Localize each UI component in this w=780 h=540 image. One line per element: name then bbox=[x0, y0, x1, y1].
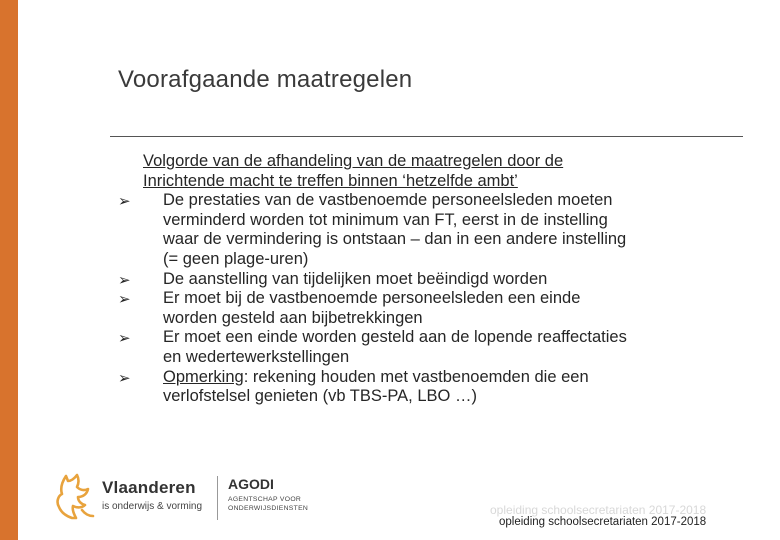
footer-shadow-text: opleiding schoolsecretariaten 2017-2018 bbox=[490, 503, 707, 517]
title-divider bbox=[110, 136, 743, 137]
arrow-bullet-icon: ➢ bbox=[118, 329, 131, 348]
bullet-item bbox=[115, 270, 740, 290]
slide-title: Voorafgaande maatregelen bbox=[118, 66, 413, 93]
bullet-item bbox=[115, 368, 740, 407]
arrow-bullet-icon: ➢ bbox=[118, 290, 131, 309]
bullet-line: worden gesteld aan bijbetrekkingen bbox=[163, 308, 423, 327]
bullet-item bbox=[115, 328, 740, 367]
bullet-line: Er moet een einde worden gesteld aan de lopende reaffectaties bbox=[163, 328, 627, 347]
vlaanderen-lion-icon bbox=[52, 472, 98, 522]
logo-divider bbox=[217, 476, 218, 520]
vlaanderen-wordmark: Vlaanderen bbox=[102, 478, 196, 497]
heading-line: Volgorde van de afhandeling van de maatregelen door de bbox=[143, 152, 564, 170]
vlaanderen-agodi-logo bbox=[52, 468, 322, 528]
bullet-line: verlofstelsel genieten (vb TBS-PA, LBO …) bbox=[163, 387, 477, 406]
agodi-subtitle bbox=[228, 495, 318, 513]
bullet-line: De aanstelling van tijdelijken moet beëindigd worden bbox=[163, 269, 548, 288]
slide-body bbox=[115, 152, 740, 407]
heading-line: Inrichtende macht te treffen binnen ‘hetzelfde ambt’ bbox=[143, 171, 518, 190]
remark-label: Opmerking bbox=[163, 367, 244, 386]
bullet-line: De prestaties van de vastbenoemde personeelsleden moeten bbox=[163, 191, 613, 210]
bullet-line: (= geen plage-uren) bbox=[163, 249, 309, 268]
agodi-subtitle-line: ONDERWIJSDIENSTEN bbox=[228, 505, 309, 512]
bullet-line: Er moet bij de vastbenoemde personeelsleden een einde bbox=[163, 289, 581, 308]
remark-text: : rekening houden met vastbenoemden die een bbox=[243, 367, 589, 386]
bullet-item bbox=[115, 289, 740, 328]
vlaanderen-subtitle: is onderwijs & vorming bbox=[102, 501, 203, 512]
arrow-bullet-icon: ➢ bbox=[118, 270, 131, 289]
arrow-bullet-icon: ➢ bbox=[118, 368, 131, 387]
bullet-item bbox=[115, 191, 740, 269]
sidebar-accent-bar bbox=[0, 0, 18, 540]
footer-text: opleiding schoolsecretariaten 2017-2018 bbox=[499, 516, 707, 528]
arrow-bullet-icon: ➢ bbox=[118, 192, 131, 211]
section-heading bbox=[115, 152, 740, 191]
bullet-line: en wedertewerkstellingen bbox=[163, 347, 350, 366]
agodi-subtitle-line: AGENTSCHAP VOOR bbox=[228, 496, 302, 503]
agodi-wordmark: AGODI bbox=[228, 476, 274, 492]
bullet-line: verminderd worden tot minimum van FT, eerst in de instelling bbox=[163, 210, 608, 229]
bullet-line: waar de vermindering is ontstaan – dan in een andere instelling bbox=[163, 230, 627, 249]
bullet-line bbox=[163, 368, 740, 388]
